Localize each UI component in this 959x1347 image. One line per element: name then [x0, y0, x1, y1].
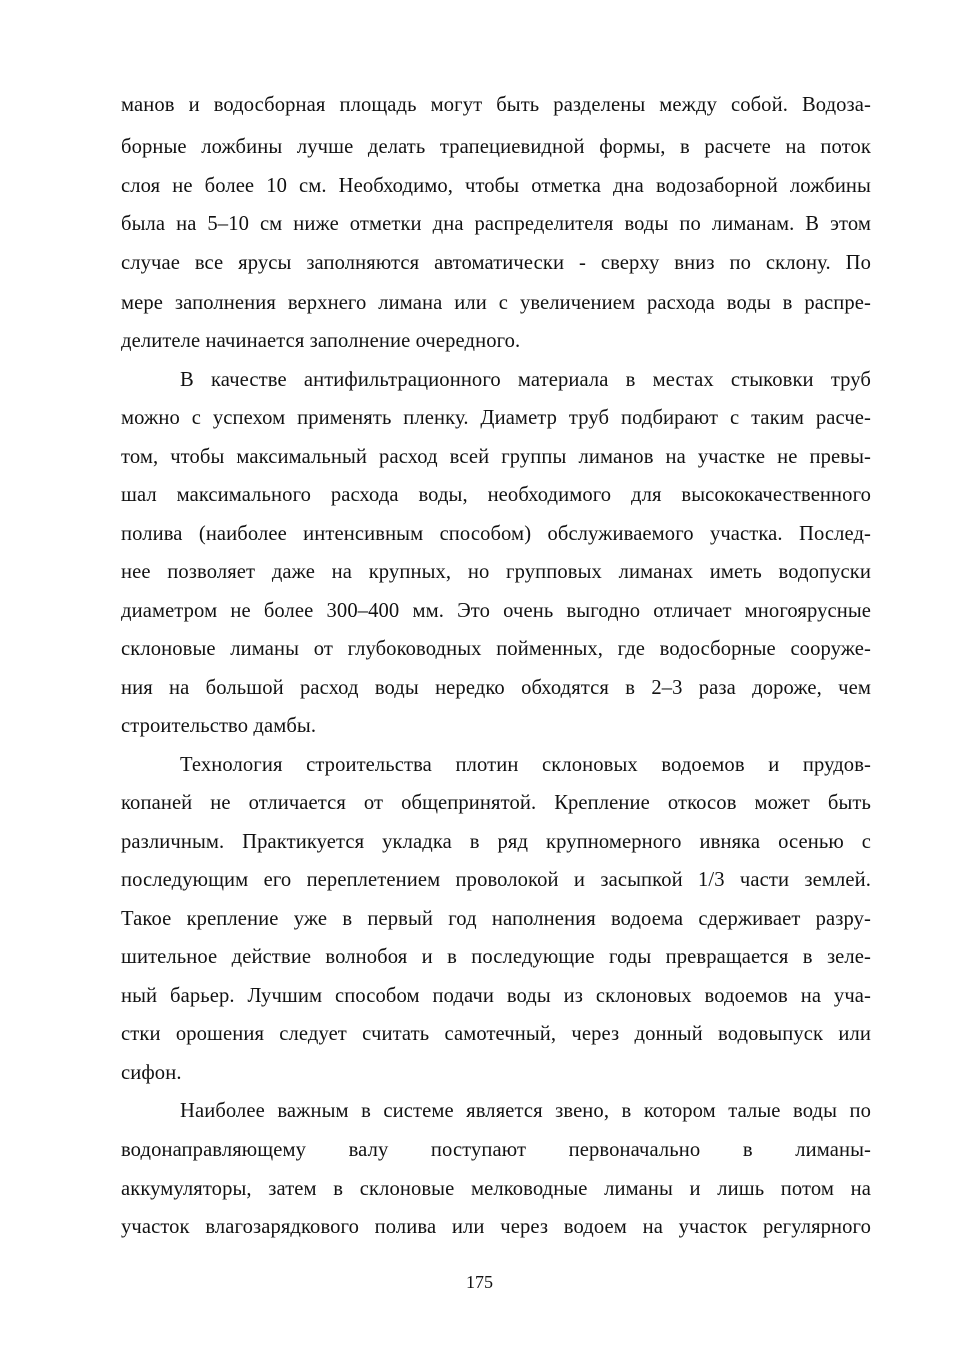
text-line: ный барьер. Лучшим способом подачи воды из склоновых водоемов на уча- [121, 985, 871, 1007]
text-line: мере заполнения верхнего лимана или с увеличением расхода воды в распре- [121, 292, 871, 314]
text-line: можно с успехом применять пленку. Диаметр труб подбирают с таким расче- [121, 407, 871, 429]
text-line: сифон. [121, 1062, 182, 1084]
text-line: Такое крепление уже в первый год наполнения водоема сдерживает разру- [121, 908, 871, 930]
text-line: была на 5–10 см ниже отметки дна распределителя воды по лиманам. В этом [121, 213, 871, 235]
text-line: слоя не более 10 см. Необходимо, чтобы отметка дна водозаборной ложбины [121, 175, 871, 197]
text-line: различным. Практикуется укладка в ряд крупномерного ивняка осенью с [121, 831, 871, 853]
text-line: ния на большой расход воды нередко обходятся в 2–3 раза дороже, чем [121, 677, 871, 699]
text-line: шительное действие волнобоя и в последующие годы превращается в зеле- [121, 946, 871, 968]
text-line: манов и водосборная площадь могут быть разделены между собой. Водоза- [121, 94, 871, 116]
text-line: полива (наиболее интенсивным способом) обслуживаемого участка. Послед- [121, 523, 871, 545]
text-line: делителе начинается заполнение очередного. [121, 330, 521, 352]
text-line: борные ложбины лучше делать трапециевидной формы, в расчете на поток [121, 136, 871, 158]
text-line: склоновые лиманы от глубоководных пойменных, где водосборные сооруже- [121, 638, 871, 660]
text-line: участок влагозарядкового полива или через водоем на участок регулярного [121, 1216, 871, 1238]
text-line: водонаправляющему валу поступают первоначально в лиманы- [121, 1139, 871, 1161]
text-line: аккумуляторы, затем в склоновые мелководные лиманы и лишь потом на [121, 1178, 871, 1200]
text-line: копаней не отличается от общепринятой. Крепление откосов может быть [121, 792, 871, 814]
text-line: диаметром не более 300–400 мм. Это очень выгодно отличает многоярусные [121, 600, 871, 622]
text-line: В качестве антифильтрационного материала в местах стыковки труб [180, 369, 871, 391]
page-number: 175 [466, 1272, 493, 1292]
text-line: последующим его переплетением проволокой и засыпкой 1/3 части землей. [121, 869, 871, 891]
text-line: случае все ярусы заполняются автоматически - сверху вниз по склону. По [121, 252, 871, 274]
text-line: шал максимального расхода воды, необходимого для высококачественного [121, 484, 871, 506]
text-line: нее позволяет даже на крупных, но групповых лиманах иметь водопуски [121, 561, 871, 583]
text-line: Наиболее важным в системе является звено, в котором талые воды по [180, 1100, 871, 1122]
text-line: стки орошения следует считать самотечный, через донный водовыпуск или [121, 1023, 871, 1045]
text-line: Технология строительства плотин склоновых водоемов и прудов- [180, 754, 871, 776]
text-line: строительство дамбы. [121, 715, 317, 737]
text-line: том, чтобы максимальный расход всей группы лиманов на участке не превы- [121, 446, 871, 468]
